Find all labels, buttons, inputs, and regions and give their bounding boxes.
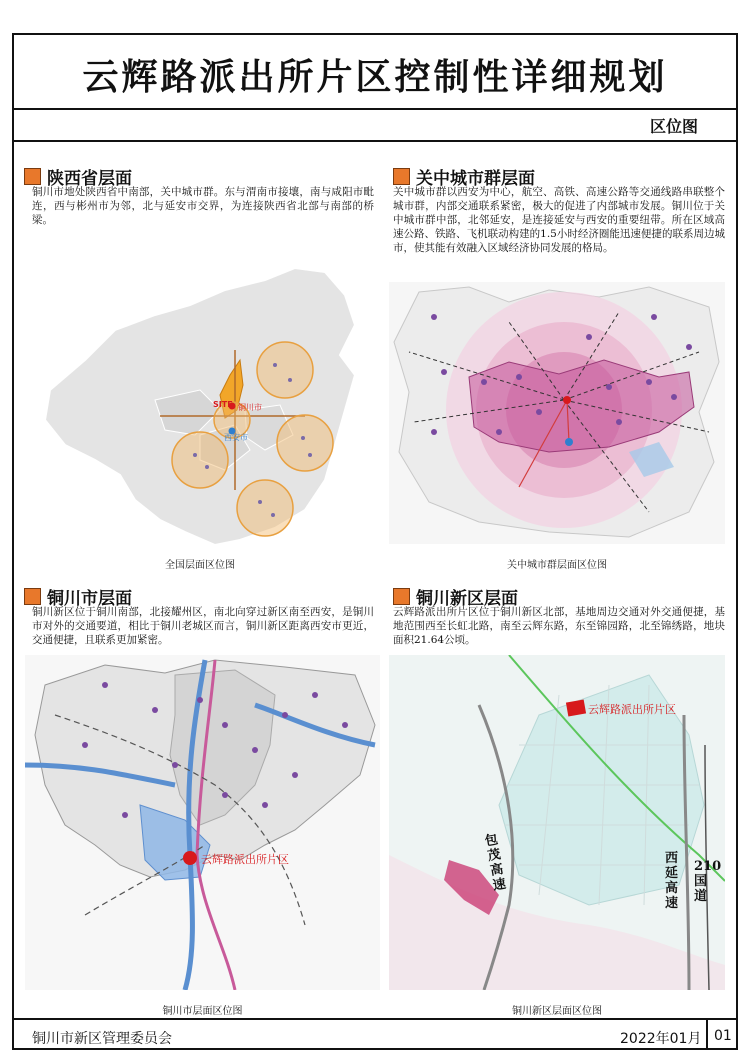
footer-org: 铜川市新区管理委员会 <box>32 1031 172 1047</box>
footer-date: 2022年01月 <box>620 1031 702 1047</box>
tongchuan-city-map <box>25 655 380 990</box>
page-title: 云辉路派出所片区控制性详细规划 <box>82 57 668 98</box>
title-divider <box>12 108 738 110</box>
new-district-map <box>389 655 725 990</box>
section-title: 铜川新区层面 <box>416 589 518 609</box>
section-text: 云辉路派出所片区位于铜川新区北部，基地周边交通对外交通便捷，基地范围西至长虹北路，南至云辉东路，东至锦园路，北至锦绣路，地块面积21.64公顷。 <box>393 606 725 646</box>
section-marker-icon <box>24 588 41 605</box>
guanzhong-region-map <box>389 282 725 544</box>
road-label-baomao: 包茂高速 <box>483 832 508 894</box>
section-text: 铜川市地处陕西省中南部，关中城市群。东与渭南市接壤，南与咸阳市毗连，西与彬州市为邻，北与延安市交界，为连接陕西省北部与南部的桥梁。 <box>32 186 374 226</box>
site-label: SITE <box>213 400 233 409</box>
subtitle-divider <box>12 140 738 142</box>
section-title: 陕西省层面 <box>47 169 132 189</box>
section-marker-icon <box>393 588 410 605</box>
china-location-map <box>25 260 375 550</box>
map-caption: 铜川新区层面区位图 <box>512 1006 602 1017</box>
site-label: 云辉路派出所片区 <box>588 703 676 716</box>
map-caption: 关中城市群层面区位图 <box>507 560 607 571</box>
footer-separator <box>706 1018 708 1050</box>
site-label: 云辉路派出所片区 <box>201 853 289 866</box>
page-subtitle: 区位图 <box>649 117 698 136</box>
road-label-xiyan: 西延高速 <box>665 851 679 911</box>
section-marker-icon <box>24 168 41 185</box>
footer-page-number: 01 <box>714 1028 732 1044</box>
section-text: 关中城市群以西安为中心，航空、高铁、高速公路等交通线路串联整个城市群，内部交通联系紧密，极大的促进了内部城市发展。铜川位于关中城市群中部，北邻延安，是连接延安与西安的重要纽带。所在区域高速公路、铁路、飞机联动构建的1.5小时经济圈能迅速便捷的联系周边城市，使其能有效融入区域经济协同发展的格局。 <box>393 186 725 254</box>
city-label: 铜川市 <box>238 403 262 412</box>
section-marker-icon <box>393 168 410 185</box>
section-title: 铜川市层面 <box>47 589 132 609</box>
map-caption: 铜川市层面区位图 <box>162 1006 243 1017</box>
section-text: 铜川新区位于铜川南部，北接耀州区，南北向穿过新区南至西安，是铜川市对外的交通要道，相比于铜川老城区而言，铜川新区距离西安市更近，交通便捷，且联系更加紧密。 <box>32 606 374 646</box>
footer-divider <box>12 1018 738 1020</box>
road-label-210: 210国道 <box>694 859 722 904</box>
xian-label: 西安市 <box>224 433 248 442</box>
section-title: 关中城市群层面 <box>416 169 535 189</box>
map-caption: 全国层面区位图 <box>165 560 235 571</box>
